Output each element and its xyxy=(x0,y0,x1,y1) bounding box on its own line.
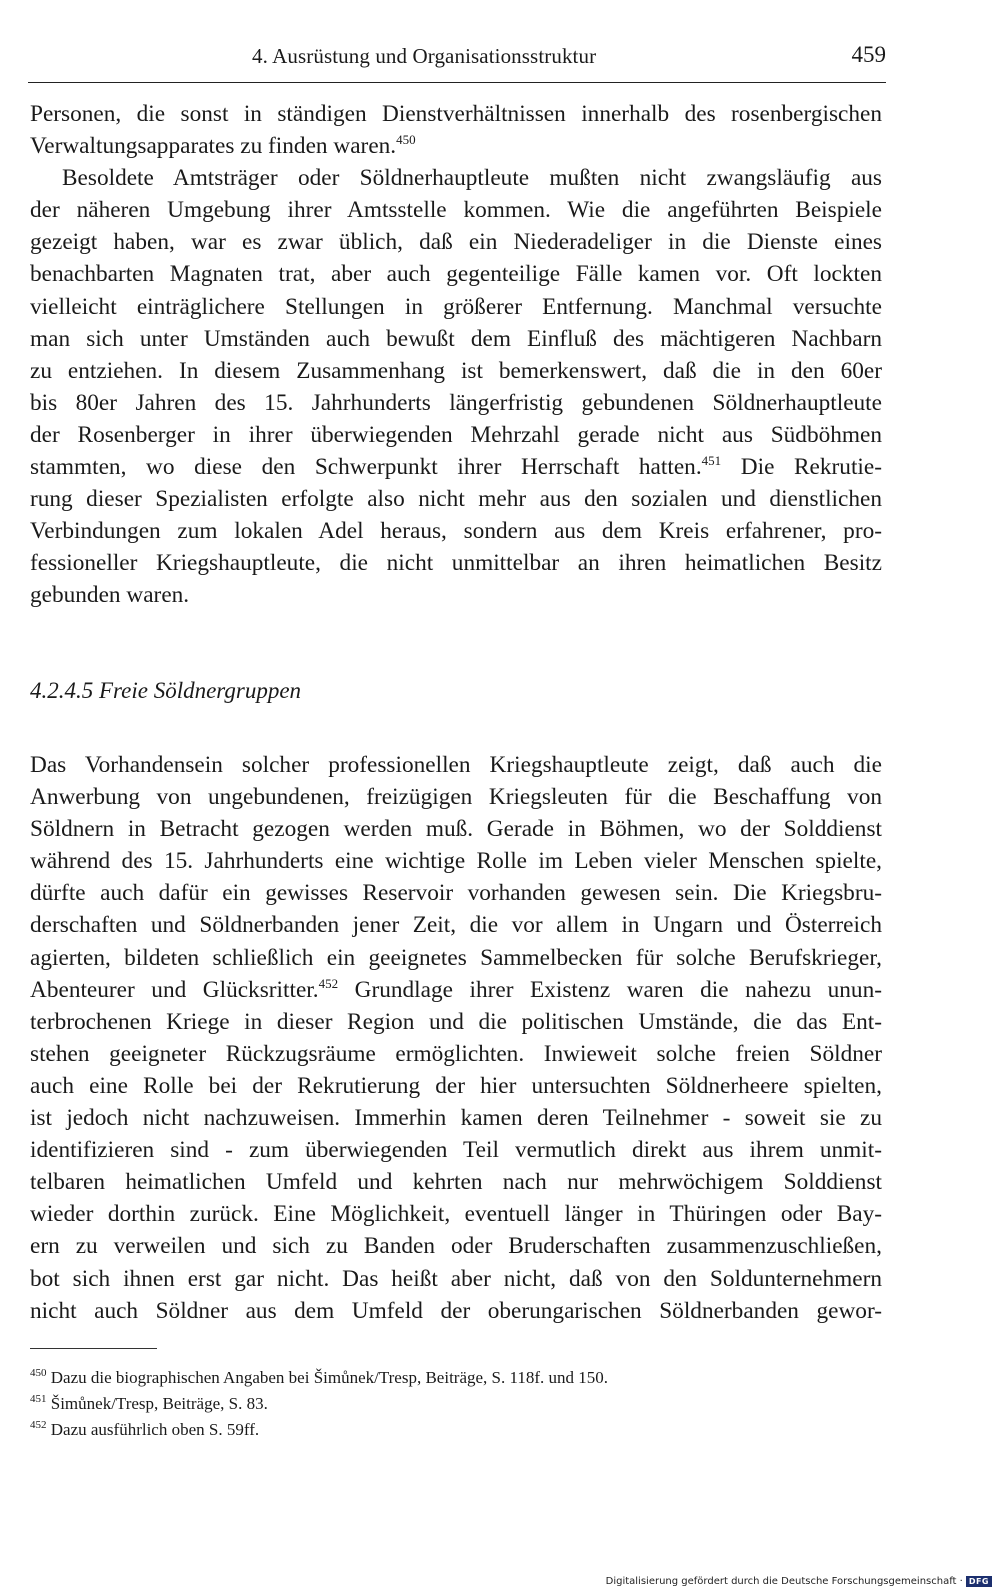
paragraph-line: Besoldete Amtsträger oder Söldnerhauptleute mußten nicht zwangsläufig aus xyxy=(62,165,882,192)
paragraph-line: Verbindungen zum lokalen Adel heraus, sondern aus dem Kreis erfahrener, pro- xyxy=(30,518,882,545)
paragraph-line: agierten, bildeten schließlich ein geeignetes Sammelbecken für solche Berufskrieger, xyxy=(30,944,882,971)
credit-text: Digitalisierung gefördert durch die Deutsche Forschungsgemeinschaft · xyxy=(605,1576,963,1587)
body-section-2 xyxy=(30,749,882,1327)
body-section-1 xyxy=(30,98,882,612)
paragraph-line: nicht auch Söldner aus dem Umfeld der oberungarischen Söldnerbanden gewor- xyxy=(30,1297,882,1324)
paragraph-line xyxy=(30,974,882,1006)
footnote-number: 450 xyxy=(30,1367,47,1379)
paragraph-line: während des 15. Jahrhunderts eine wichtige Rolle im Leben vieler Menschen spielte, xyxy=(30,848,882,875)
paragraph-line: gebunden waren. xyxy=(30,582,190,609)
footnotes xyxy=(30,1365,890,1443)
paragraph-line: bot sich ihnen erst gar nicht. Das heißt aber nicht, daß von den Soldunternehmern xyxy=(30,1265,882,1292)
paragraph-text: stammten, wo diese den Schwerpunkt ihrer Herrschaft hatten. xyxy=(30,454,702,481)
footnote-ref-452[interactable]: 452 xyxy=(318,975,339,991)
paragraph-line: fessioneller Kriegshauptleute, die nicht unmittelbar an ihren heimatlichen Besitz xyxy=(30,550,882,577)
footnote-divider xyxy=(30,1348,157,1349)
paragraph-line: telbaren heimatlichen Umfeld und kehrten nach nur mehrwöchigem Solddienst xyxy=(30,1169,882,1196)
paragraph-line: auch eine Rolle bei der Rekrutierung der hier untersuchten Söldnerheere spielten, xyxy=(30,1072,882,1099)
paragraph-line: man sich unter Umständen auch bewußt dem Einfluß des mächtigeren Nachbarn xyxy=(30,325,882,352)
paragraph-line: wieder dorthin zurück. Eine Möglichkeit, eventuell länger in Thüringen oder Bay- xyxy=(30,1201,882,1228)
paragraph-line: Anwerbung von ungebundenen, freizügigen Kriegsleuten für die Beschaffung von xyxy=(30,784,882,811)
paragraph-line: benachbarten Magnaten trat, aber auch gegenteilige Fälle kamen vor. Oft lockten xyxy=(30,261,882,288)
paragraph-line: Söldnern in Betracht gezogen werden muß. Gerade in Böhmen, wo der Solddienst xyxy=(30,816,882,843)
paragraph-line: ern zu verweilen und sich zu Banden oder Bruderschaften zusammenzuschließen, xyxy=(30,1233,882,1260)
paragraph-text: Grundlage ihrer Existenz waren die nahezu unun- xyxy=(338,976,882,1003)
footnote-ref-451[interactable]: 451 xyxy=(701,453,722,469)
paragraph-line: derschaften und Söldnerbanden jener Zeit, die vor allem in Ungarn und Österreich xyxy=(30,912,882,939)
footnote-text: Šimůnek/Tresp, Beiträge, S. 83. xyxy=(50,1394,268,1413)
paragraph-line: stehen geeigneter Rückzugsräume ermöglichten. Inwieweit solche freien Söldner xyxy=(30,1040,882,1067)
paragraph-line: identifizieren sind - zum überwiegenden Teil vermutlich direkt aus ihrem unmit- xyxy=(30,1137,882,1164)
paragraph-line xyxy=(30,451,882,483)
paragraph-line xyxy=(30,130,882,162)
paragraph-line: gezeigt haben, war es zwar üblich, daß ein Niederadeliger in die Dienste eines xyxy=(30,229,882,256)
paragraph-line: vielleicht einträglichere Stellungen in größerer Entfernung. Manchmal versuchte xyxy=(30,293,882,320)
footnote-450 xyxy=(30,1365,890,1391)
paragraph-text: Verwaltungsapparates zu finden waren. xyxy=(30,133,397,160)
footnote-number: 451 xyxy=(30,1393,47,1405)
section-heading: 4.2.4.5 Freie Söldnergruppen xyxy=(30,678,302,703)
running-header xyxy=(28,40,886,83)
footnote-number: 452 xyxy=(30,1419,47,1431)
dfg-logo-icon: DFG xyxy=(966,1576,992,1587)
paragraph-line: rung dieser Spezialisten erfolgte also nicht mehr aus den sozialen und dienstlichen xyxy=(30,486,882,513)
paragraph-text: Die Rekrutie- xyxy=(721,454,882,481)
running-title: 4. Ausrüstung und Organisationsstruktur xyxy=(252,44,597,68)
footnote-452 xyxy=(30,1417,890,1443)
footnote-text: Dazu die biographischen Angaben bei Šimůnek/Tresp, Beiträge, S. 118f. und 150. xyxy=(50,1368,609,1387)
paragraph-line: bis 80er Jahren des 15. Jahrhunderts längerfristig gebundenen Söldnerhauptleute xyxy=(30,389,882,416)
paragraph-line: Das Vorhandensein solcher professionellen Kriegshauptleute zeigt, daß auch die xyxy=(30,752,882,778)
footnote-text: Dazu ausführlich oben S. 59ff. xyxy=(50,1420,260,1439)
paragraph-line: der näheren Umgebung ihrer Amtsstelle kommen. Wie die angeführten Beispiele xyxy=(30,197,882,224)
paragraph-line: Personen, die sonst in ständigen Dienstverhältnissen innerhalb des rosenbergischen xyxy=(30,101,882,127)
paragraph-line: zu entziehen. In diesem Zusammenhang ist bemerkenswert, daß die in den 60er xyxy=(30,357,882,384)
paragraph-line: dürfte auch dafür ein gewisses Reservoir vorhanden gewesen sein. Die Kriegsbru- xyxy=(30,880,882,907)
footnote-451 xyxy=(30,1391,890,1417)
paragraph-text: Abenteurer und Glücksritter. xyxy=(30,976,319,1003)
paragraph-line: der Rosenberger in ihrer überwiegenden Mehrzahl gerade nicht aus Südböhmen xyxy=(30,421,882,448)
digitization-credit xyxy=(606,1576,992,1587)
footnote-ref-450[interactable]: 450 xyxy=(396,132,416,148)
paragraph-line: ist jedoch nicht nachzuweisen. Immerhin kamen deren Teilnehmer - soweit sie zu xyxy=(30,1105,882,1132)
page-number: 459 xyxy=(851,42,886,67)
paragraph-line: terbrochenen Kriege in dieser Region und die politischen Umstände, die das Ent- xyxy=(30,1008,882,1035)
